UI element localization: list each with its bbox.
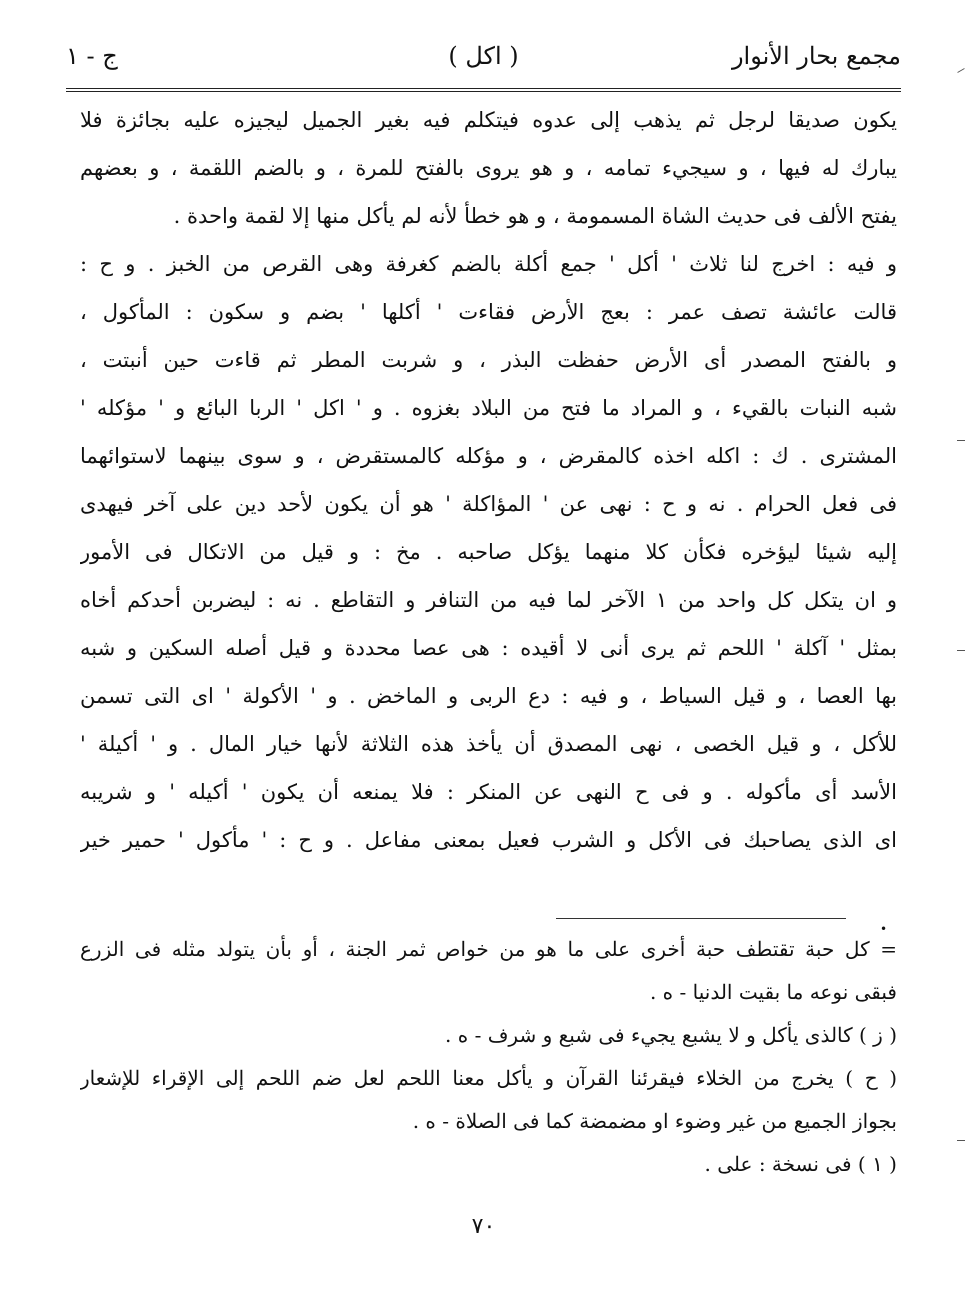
text-line: بها العصا ، و قيل السياط ، و فيه : دع الربى و الماخض . و ' الأكولة ' اى التى تسمن xyxy=(80,684,897,708)
text-line: و بالفتح المصدر أى الأرض حفظت البذر ، و شربت المطر ثم قاءت حين أنبتت ، xyxy=(80,348,897,372)
footnote-line: ( ١ ) فى نسخة : على . xyxy=(704,1152,897,1176)
text-line: للأكل ، و قيل الخصى ، نهى المصدق أن يأخذ هذه الثلاثة لأنها خيار المال . و ' أكيلة ' xyxy=(80,732,897,756)
scan-edge-mark xyxy=(957,68,964,73)
page-number: ٧٠ xyxy=(471,1214,496,1239)
text-line: و ان يتكل كل واحد من ١ الآخر لما فيه من التنافر و التقاطع . نه : ليضربن أحدكم أخاه xyxy=(80,588,897,612)
text-line: يكون صديقا لرجل ثم يذهب إلى عدوه فيتكلم فيه بغير الجميل ليجيزه عليه بجائزة فلا xyxy=(80,108,897,132)
scan-edge-mark xyxy=(957,650,965,651)
scan-edge-mark xyxy=(957,440,965,441)
text-line: إليه شيئا ليؤخره فكأن كلا منهما يؤكل صاحبه . مخ : و قيل من الاتكال فى الأمور xyxy=(80,540,897,564)
text-line: بمثل ' آكلة ' اللحم ثم يرى أنى لا أقيده : هى عصا محددة و قيل أصله السكين و شبه xyxy=(80,636,897,660)
footnote-line: ( ح ) يخرج من الخلاء فيقرئنا القرآن و يأكل معنا اللحم لعل ضم اللحم إلى الإقراء للإشعار xyxy=(80,1066,897,1090)
text-line: يفتح الألف فى حديث الشاة المسمومة ، و هو خطأ لأنه لم يأكل منها إلا لقمة واحدة . xyxy=(173,204,897,228)
text-line: الأسد أى مأكوله . و فى ح النهى عن المنكر : فلا يمنعه أن يكون ' أكيله ' و شريبه xyxy=(80,780,897,804)
book-title: مجمع بحار الأنوار xyxy=(731,42,901,70)
text-line: قالت عائشة تصف عمر : بعج الأرض فقاءت ' أكلها ' بضم و سكون : المأكول ، xyxy=(80,300,897,324)
entry-heading: ( اكل ) xyxy=(448,42,519,70)
main-text xyxy=(80,96,897,864)
footnote-line: بجواز الجميع من غير وضوء او مضمضة كما فى الصلاة - ه . xyxy=(412,1109,897,1133)
footnotes xyxy=(80,928,897,1186)
footnote-line: = كل حبة تقتطف حبة أخرى على ما هو من خواص ثمر الجنة ، أو بأن يتولد مثله فى الزرع xyxy=(80,937,897,961)
footnote-line: فبقى نوعه ما بقيت الدنيا - ه . xyxy=(649,980,897,1004)
text-line: يبارك له فيها ، و سيجيء تمامه ، و هو يروى بالفتح للمرة ، و بالضم اللقمة ، و بعضهم xyxy=(80,156,897,180)
text-line: اى الذى يصاحبك فى الأكل و الشرب فعيل بمعنى مفاعل . و ح : ' مأكول ' حمير خير xyxy=(80,828,897,852)
footnote-line: ( ز ) كالذى يأكل و لا يشبع يجيء فى شبع و شرف - ه . xyxy=(445,1023,897,1047)
footnote-marker: • xyxy=(880,922,888,936)
scan-edge-mark xyxy=(957,1140,965,1141)
text-line: فى فعل الحرام . نه و ح : نهى عن ' المؤاكلة ' هو أن يكون لأحد دين على آخر فيهدى xyxy=(80,492,897,516)
page-header xyxy=(66,38,901,78)
text-line: و فيه : اخرج لنا ثلاث ' أكل ' جمع أكلة بالضم كغرفة وهى القرص من الخبز . و ح : xyxy=(80,252,897,276)
header-rule xyxy=(66,88,901,92)
text-line: المشترى . ك : اكله اخذه كالمقرض ، و مؤكله كالمستقرض ، و سوى بينهما لاستوائهما xyxy=(80,444,897,468)
footnote-rule xyxy=(556,918,846,919)
volume-label: ج - ١ xyxy=(66,42,118,70)
text-line: شبه النبات بالقيء ، و المراد ما فتح من البلاد بغزوه . و ' اكل ' الربا البائع و ' مؤكله ' xyxy=(80,396,897,420)
